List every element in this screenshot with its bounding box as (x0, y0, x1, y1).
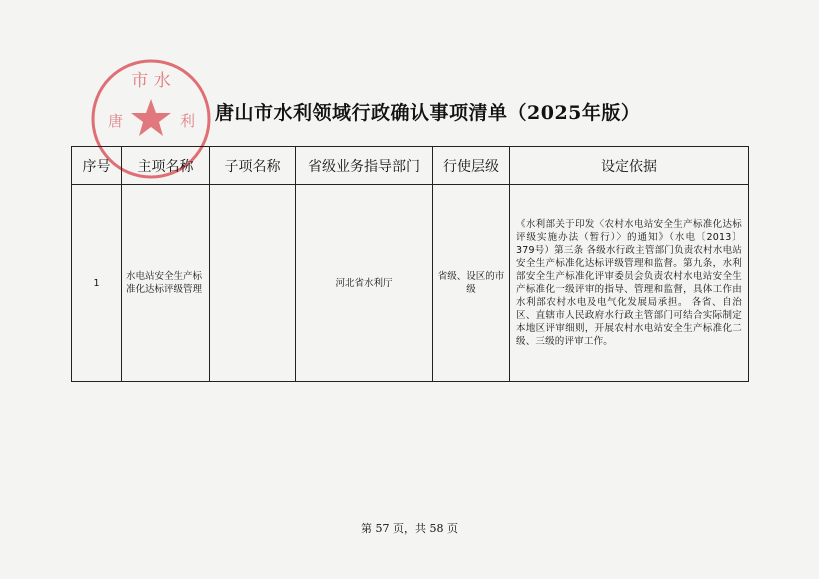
page-title: 唐山市水利领域行政确认事项清单（2025年版） (215, 102, 641, 124)
table-header-row (72, 147, 749, 185)
table-row (72, 185, 749, 382)
items-table (71, 146, 749, 382)
header-legal-basis: 设定依据 (510, 147, 749, 185)
cell-legal-basis: 《水利部关于印发〈农村水电站安全生产标准化达标评级实施办法（暂行）〉的通知》（水电〔2013〕379号）第三条 各级水行政主管部门负责农村水电站安全生产标准化达标评级管理和监督。第九条，水利部安全生产标准化评审委员会负责农村水电站安全生产标准化一级评审的指导、管理和监督，具体工作由水利部农村水电及电气化发展局承担。 各省、自治区、直辖市人民政府水行政主管部门可结合实际制定本地区评审细则，开展农村水电站安全生产标准化二级、三级的评审工作。 (510, 185, 749, 382)
cell-sub-item (210, 185, 296, 382)
header-index: 序号 (72, 147, 122, 185)
svg-text:唐: 唐 (108, 112, 124, 130)
header-provincial-dept: 省级业务指导部门 (296, 147, 433, 185)
cell-exercise-level: 省级、设区的市级 (433, 185, 510, 382)
header-exercise-level: 行使层级 (433, 147, 510, 185)
page-footer: 第 57 页，共 58 页 (361, 522, 458, 535)
header-sub-item: 子项名称 (210, 147, 296, 185)
cell-index: 1 (72, 185, 122, 382)
cell-provincial-dept: 河北省水利厅 (296, 185, 433, 382)
svg-text:市 水: 市 水 (131, 71, 171, 91)
cell-main-item: 水电站安全生产标准化达标评级管理 (122, 185, 210, 382)
svg-text:利: 利 (180, 112, 196, 130)
header-main-item: 主项名称 (122, 147, 210, 185)
